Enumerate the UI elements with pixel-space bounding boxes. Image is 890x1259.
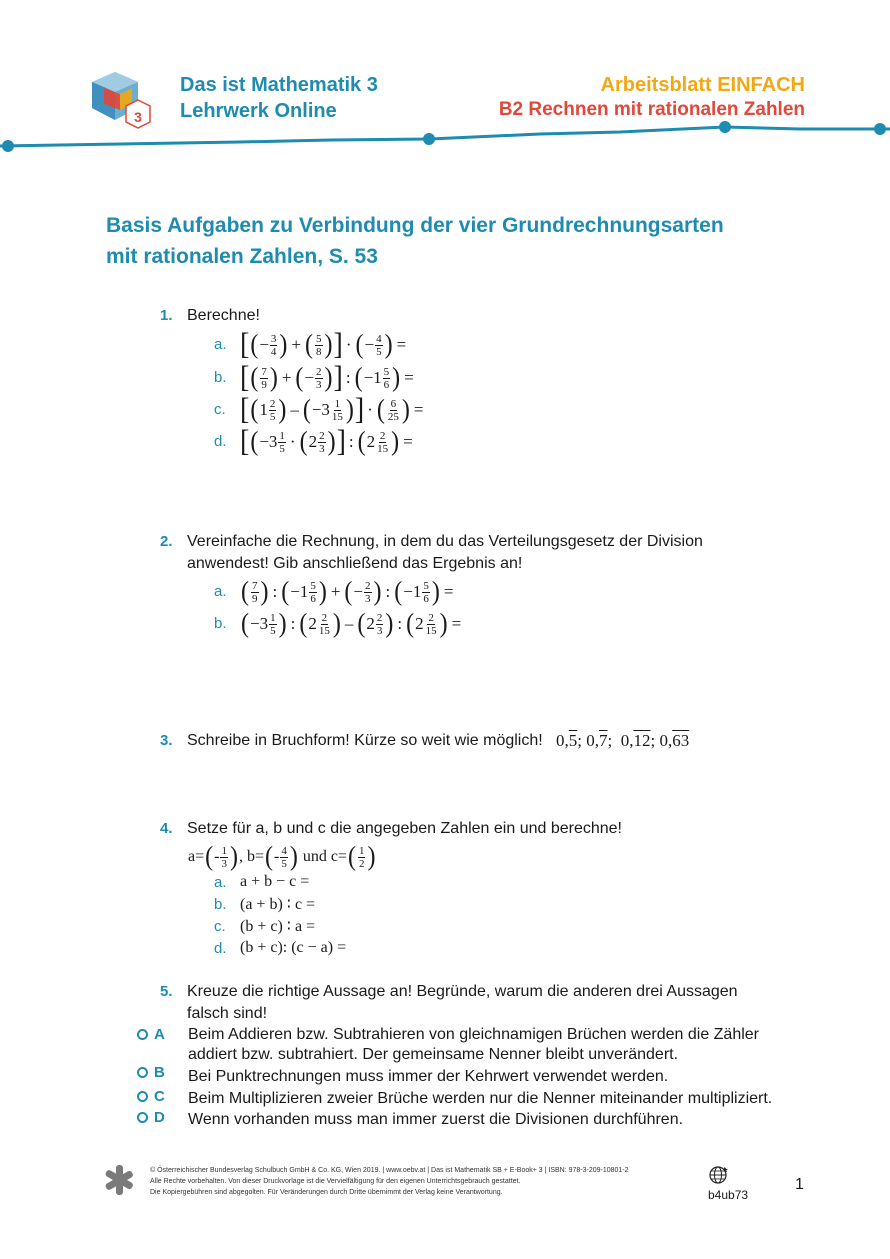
task4-expr-c: (b + c) ∶ a = (240, 918, 316, 935)
brand-subtitle: Lehrwerk Online (180, 100, 337, 122)
task1-expr-a: [ ( − $\frac{3}{4}$ ) + ( $\frac{5}{8}$ ) ] · ( − $\frac{4}{5}$ ) = (240, 327, 407, 362)
task2-expr-a: ( $\frac{7}{9}$ ) : ( − 1 $\frac{5}{6}$ ) + ( − $\frac{2}{3}$ ) : ( − 1 $\frac{5}{6}$ ) = (241, 577, 454, 607)
page-number: 1 (795, 1176, 804, 1193)
task1-expr-d: [ ( − 3 $\frac{1}{5}$ · ( 2 $\frac{2}{3}$ ) ] : ( 2 $\frac{2}{15}$ ) = (240, 424, 413, 459)
task4-label-c: c. (214, 918, 226, 935)
checkbox-circle-icon (137, 1112, 148, 1123)
task1-text: Berechne! (187, 307, 260, 324)
header-divider (0, 118, 890, 158)
option-a-text-line1: Beim Addieren bzw. Subtrahieren von gleichnamigen Brüchen werden die Zähler (188, 1026, 760, 1043)
task3-number: 3. (160, 732, 173, 749)
task2-label-b: b. (214, 615, 227, 632)
task3-values: 0, 5 ; 0, 7 ; 0, 12 ; 0, 63 (556, 731, 690, 750)
task4-expr-a: a + b − c = (240, 873, 310, 890)
footer-fees: Die Kopiergebühren sind abgegolten. Für Veränderungen durch Dritte übernimmt der Verlag keine Verantwortung. (150, 1189, 503, 1196)
task1-label-c: c. (214, 401, 226, 418)
brand-title: Das ist Mathematik 3 (180, 74, 378, 96)
task4-label-b: b. (214, 896, 227, 913)
checkbox-circle-icon (137, 1029, 148, 1040)
task1-expr-b: [ ( $\frac{7}{9}$ ) + ( − $\frac{2}{3}$ ) ] : ( − 1 $\frac{5}{6}$ ) = (240, 360, 414, 395)
option-d-text: Wenn vorhanden muss man immer zuerst die Divisionen durchführen. (188, 1111, 684, 1128)
task2-text-line2: anwendest! Gib anschließend das Ergebnis an! (187, 555, 523, 572)
task5-number: 5. (160, 983, 173, 1000)
option-b-checkbox[interactable]: B (137, 1064, 165, 1081)
task2-number: 2. (160, 533, 173, 550)
option-a-text-line2: addiert bzw. subtrahiert. Der gemeinsame Nenner bleibt unverändert. (188, 1046, 679, 1063)
task1-label-a: a. (214, 336, 227, 353)
task4-expr-b: (a + b) ∶ c = (240, 896, 316, 913)
task1-label-b: b. (214, 369, 227, 386)
worksheet-subtitle: B2 Rechnen mit rationalen Zahlen (498, 99, 805, 120)
option-c-text: Beim Multiplizieren zweier Brüche werden nur die Nenner miteinander multipliziert. (188, 1090, 773, 1107)
task4-number: 4. (160, 820, 173, 837)
worksheet-title: Arbeitsblatt EINFACH (600, 74, 805, 96)
task3-text: Schreibe in Bruchform! Kürze so weit wie möglich! (187, 732, 543, 749)
page-title: Basis Aufgaben zu Verbindung der vier Grundrechnungsarten mit rationalen Zahlen, S. 53 (106, 214, 724, 268)
footer-copyright: © Österreichischer Bundesverlag Schulbuch GmbH & Co. KG, Wien 2019. | www.oebv.at | Das ist Mathematik SB + E-Book+ 3 | ISBN: 978-3-209-10801-2 (150, 1167, 629, 1174)
task5-text-line1: Kreuze die richtige Aussage an! Begründe, warum die anderen drei Aussagen (187, 983, 738, 1000)
option-d-checkbox[interactable]: D (137, 1109, 165, 1126)
task4-text: Setze für a, b und c die angegeben Zahlen ein und berechne! (187, 820, 622, 837)
task4-label-d: d. (214, 940, 227, 957)
checkbox-circle-icon (137, 1091, 148, 1102)
task2-text-line1: Vereinfache die Rechnung, in dem du das Verteilungsgesetz der Division (187, 533, 703, 550)
option-b-text: Bei Punktrechnungen muss immer der Kehrwert verwendet werden. (188, 1068, 669, 1085)
task1-number: 1. (160, 307, 173, 324)
task2-label-a: a. (214, 583, 227, 600)
task1-expr-c: [ ( 1 $\frac{2}{5}$ ) – ( − 3 $\frac{1}{15}$ ) ] · ( $\frac{6}{25}$ ) = (240, 392, 424, 427)
task4-definition: a= ( - $\frac{1}{3}$ ) , b= ( - $\frac{4}{5}$ ) und c= ( $\frac{1}{2}$ ) (188, 842, 376, 872)
logo-digit: 3 (134, 109, 142, 125)
task1-label-d: d. (214, 433, 227, 450)
task4-expr-d: (b + c): (c − a) = (240, 939, 347, 956)
task5-text-line2: falsch sind! (187, 1005, 268, 1022)
option-c-checkbox[interactable]: C (137, 1088, 165, 1105)
publisher-logo-icon (103, 1163, 135, 1197)
task2-expr-b: ( − 3 $\frac{1}{5}$ ) : ( 2 $\frac{2}{15}$ ) – ( 2 $\frac{2}{3}$ ) : ( 2 $\frac{2}{15}$ ) = (241, 609, 462, 639)
footer-rights: Alle Rechte vorbehalten. Von dieser Druckvorlage ist die Vervielfältigung für den eigenen Unterrichtsgebrauch gestattet. (150, 1178, 521, 1185)
task4-label-a: a. (214, 874, 227, 891)
globe-icon (709, 1165, 729, 1185)
option-a-checkbox[interactable]: A (137, 1026, 165, 1043)
online-code[interactable]: b4ub73 (708, 1188, 749, 1202)
checkbox-circle-icon (137, 1067, 148, 1078)
